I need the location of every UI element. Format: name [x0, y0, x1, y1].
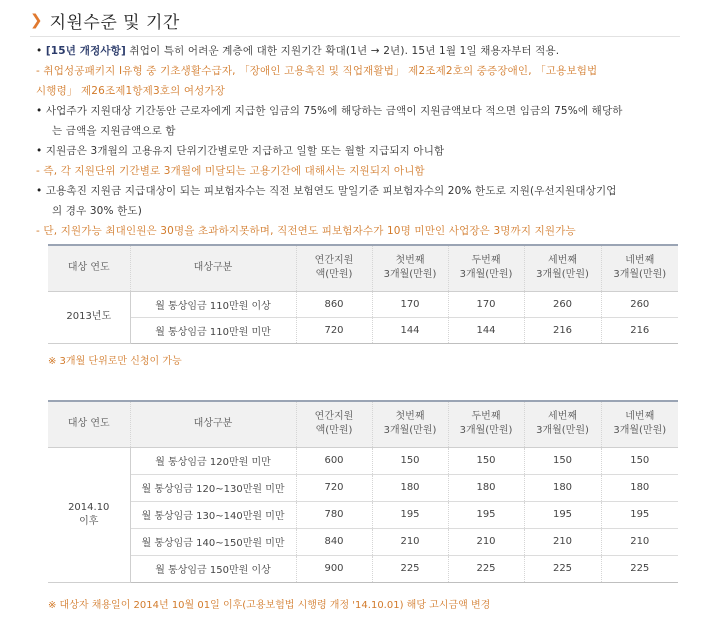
amount-cell: 720: [296, 474, 372, 501]
target-year: 2013년도: [48, 291, 130, 343]
column-header: 네번째 3개월(만원): [601, 245, 678, 291]
amount-cell: 144: [448, 317, 524, 343]
amount-cell: 150: [601, 447, 678, 474]
bullet-icon: •: [36, 45, 46, 57]
column-header: 첫번째 3개월(만원): [372, 245, 448, 291]
amount-cell: 260: [524, 291, 601, 317]
column-header: 대상 연도: [48, 245, 130, 291]
amount-cell: 900: [296, 555, 372, 582]
table-row: [48, 501, 678, 528]
info-line: - 취업성공패키지 Ⅰ유형 중 기초생활수급자, 「장애인 고용촉진 및 직업재활법」 제2조제2호의 중증장애인, 「고용보험법: [36, 65, 598, 77]
info-line: - 즉, 각 지원단위 기간별로 3개월에 미달되는 고용기간에 대해서는 지원되지 아니함: [36, 165, 425, 177]
info-line: [36, 101, 686, 121]
bullet-icon: •: [36, 185, 46, 197]
wage-category: 월 통상임금 150만원 이상: [130, 555, 296, 582]
table1-note: ※ 3개월 단위로만 신청이 가능: [48, 356, 182, 367]
amount-cell: 195: [601, 501, 678, 528]
table-row: [48, 317, 678, 343]
amount-cell: 170: [372, 291, 448, 317]
info-line: - 단, 지원가능 최대인원은 30명을 초과하지못하며, 직전연도 피보험자수가 10명 미만인 사업장은 3명까지 지원가능: [36, 225, 576, 237]
info-line: [36, 181, 686, 201]
table-row: [48, 474, 678, 501]
info-line: 의 경우 30% 한도): [52, 205, 142, 217]
wage-category: 월 통상임금 110만원 이상: [130, 291, 296, 317]
amount-cell: 195: [524, 501, 601, 528]
amount-cell: 225: [448, 555, 524, 582]
column-header: 연간지원 액(만원): [296, 401, 372, 447]
amount-cell: 600: [296, 447, 372, 474]
amount-cell: 180: [524, 474, 601, 501]
column-header: 대상구분: [130, 245, 296, 291]
amount-cell: 780: [296, 501, 372, 528]
amount-cell: 860: [296, 291, 372, 317]
column-header: 첫번째 3개월(만원): [372, 401, 448, 447]
info-line: [36, 141, 686, 161]
table2-note: ※ 대상자 채용일이 2014년 10월 01일 이후(고용보험법 시행령 개정 '14.10.01) 해당 고시금액 변경: [48, 600, 491, 611]
wage-category: 월 통상임금 120~130만원 미만: [130, 474, 296, 501]
column-header: 연간지원 액(만원): [296, 245, 372, 291]
wage-category: 월 통상임금 120만원 미만: [130, 447, 296, 474]
support-table-2014: [48, 400, 678, 583]
table-row: [48, 447, 678, 474]
info-line: 는 금액을 지원금액으로 함: [52, 125, 176, 137]
column-header: 두번째 3개월(만원): [448, 401, 524, 447]
amount-cell: 225: [601, 555, 678, 582]
wage-category: 월 통상임금 130~140만원 미만: [130, 501, 296, 528]
wage-category: 월 통상임금 140~150만원 미만: [130, 528, 296, 555]
amount-cell: 225: [372, 555, 448, 582]
table-row: [48, 528, 678, 555]
column-header: 대상구분: [130, 401, 296, 447]
amount-cell: 150: [448, 447, 524, 474]
column-header: 대상 연도: [48, 401, 130, 447]
column-header: 네번째 3개월(만원): [601, 401, 678, 447]
section-title: [30, 7, 180, 33]
bullet-icon: •: [36, 105, 46, 117]
amount-cell: 216: [601, 317, 678, 343]
table-row: [48, 291, 678, 317]
amount-cell: 210: [524, 528, 601, 555]
revision-tag: [15년 개정사항]: [45, 45, 126, 57]
info-text: 지원금은 3개월의 고용유지 단위기간별로만 지급하고 일할 또는 월할 지급되지 아니함: [45, 145, 445, 157]
chevron-right-icon: ❯: [30, 11, 43, 29]
page-title: 지원수준 및 기간: [49, 12, 180, 33]
amount-cell: 210: [601, 528, 678, 555]
title-divider: [30, 36, 680, 37]
info-text: 사업주가 지원대상 기간동안 근로자에게 지급한 임금의 75%에 해당하는 금액이 지원금액보다 적으면 임금의 75%에 해당하: [45, 105, 623, 117]
column-header: 세번째 3개월(만원): [524, 401, 601, 447]
amount-cell: 180: [372, 474, 448, 501]
info-text: 고용촉진 지원금 지급대상이 되는 피보험자수는 직전 보험연도 말일기준 피보험자수의 20% 한도로 지원(우선지원대상기업: [45, 185, 617, 197]
target-year: 2014.10 이후: [48, 447, 130, 582]
support-table-2013: [48, 244, 678, 344]
amount-cell: 180: [601, 474, 678, 501]
amount-cell: 144: [372, 317, 448, 343]
info-list: [36, 41, 686, 241]
column-header: 두번째 3개월(만원): [448, 245, 524, 291]
amount-cell: 225: [524, 555, 601, 582]
wage-category: 월 통상임금 110만원 미만: [130, 317, 296, 343]
amount-cell: 150: [524, 447, 601, 474]
amount-cell: 195: [448, 501, 524, 528]
amount-cell: 150: [372, 447, 448, 474]
amount-cell: 840: [296, 528, 372, 555]
amount-cell: 216: [524, 317, 601, 343]
amount-cell: 210: [372, 528, 448, 555]
bullet-icon: •: [36, 145, 46, 157]
info-text: 취업이 특히 어려운 계층에 대한 지원기간 확대(1년 → 2년). 15년 1월 1일 채용자부터 적용.: [125, 45, 560, 57]
amount-cell: 260: [601, 291, 678, 317]
amount-cell: 720: [296, 317, 372, 343]
info-line: [36, 41, 686, 61]
amount-cell: 210: [448, 528, 524, 555]
amount-cell: 195: [372, 501, 448, 528]
info-line: 시행령」 제26조제1항제3호의 여성가장: [36, 85, 226, 97]
amount-cell: 170: [448, 291, 524, 317]
column-header: 세번째 3개월(만원): [524, 245, 601, 291]
table-row: [48, 555, 678, 582]
amount-cell: 180: [448, 474, 524, 501]
